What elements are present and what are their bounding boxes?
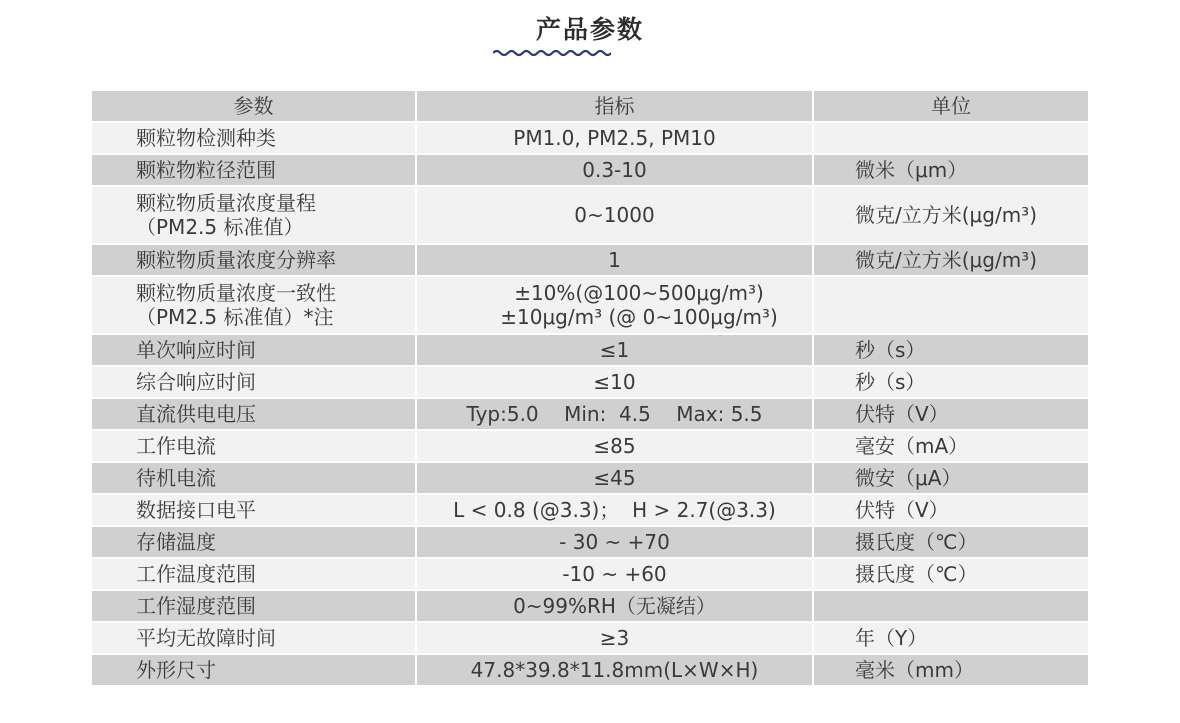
page-title: 产品参数 <box>535 15 644 44</box>
table-row <box>91 462 1089 494</box>
param-cell: 待机电流 <box>91 462 416 494</box>
param-line: （PM2.5 标准值） <box>136 215 304 239</box>
unit-cell: 年（Y） <box>813 622 1089 654</box>
table-row <box>91 154 1089 186</box>
table-row <box>91 558 1089 590</box>
param-cell <box>91 276 416 334</box>
title-underline-wave <box>493 48 611 58</box>
value-cell: 1 <box>416 244 813 276</box>
value-cell: PM1.0, PM2.5, PM10 <box>416 122 813 154</box>
value-cell: -10 ~ +60 <box>416 558 813 590</box>
header-param: 参数 <box>91 90 416 122</box>
param-line: 颗粒物质量浓度量程 <box>136 191 316 215</box>
value-cell: ≤1 <box>416 334 813 366</box>
unit-cell <box>813 590 1089 622</box>
value-cell: ≤10 <box>416 366 813 398</box>
unit-cell: 微安（μA） <box>813 462 1089 494</box>
unit-cell <box>813 122 1089 154</box>
param-line: （PM2.5 标准值）*注 <box>136 305 334 329</box>
table-row <box>91 622 1089 654</box>
unit-cell: 秒（s） <box>813 334 1089 366</box>
value-cell: ≤45 <box>416 462 813 494</box>
value-cell <box>416 276 813 334</box>
table-row <box>91 122 1089 154</box>
value-cell: L < 0.8 (@3.3)； H > 2.7(@3.3) <box>416 494 813 526</box>
header-value: 指标 <box>416 90 813 122</box>
param-cell: 工作温度范围 <box>91 558 416 590</box>
param-cell: 单次响应时间 <box>91 334 416 366</box>
param-cell: 工作电流 <box>91 430 416 462</box>
value-cell: - 30 ~ +70 <box>416 526 813 558</box>
table-row <box>91 398 1089 430</box>
param-cell: 直流供电电压 <box>91 398 416 430</box>
table-row <box>91 430 1089 462</box>
table-row <box>91 186 1089 244</box>
value-line: ±10%(@100~500μg/m³) <box>514 281 764 305</box>
table-row <box>91 276 1089 334</box>
unit-cell: 摄氏度（℃） <box>813 558 1089 590</box>
table-row <box>91 334 1089 366</box>
spec-table <box>90 89 1090 687</box>
table-row <box>91 654 1089 686</box>
table-header-row <box>91 90 1089 122</box>
value-cell: ≥3 <box>416 622 813 654</box>
header-unit: 单位 <box>813 90 1089 122</box>
param-cell: 平均无故障时间 <box>91 622 416 654</box>
table-row <box>91 494 1089 526</box>
value-cell: 47.8*39.8*11.8mm(L×W×H) <box>416 654 813 686</box>
param-cell: 颗粒物质量浓度分辨率 <box>91 244 416 276</box>
unit-cell: 微克/立方米(μg/m³) <box>813 244 1089 276</box>
param-cell: 外形尺寸 <box>91 654 416 686</box>
unit-cell: 伏特（V） <box>813 398 1089 430</box>
param-cell: 数据接口电平 <box>91 494 416 526</box>
value-cell: Typ:5.0 Min: 4.5 Max: 5.5 <box>416 398 813 430</box>
unit-cell: 微克/立方米(μg/m³) <box>813 186 1089 244</box>
param-cell: 存储温度 <box>91 526 416 558</box>
value-line: ±10μg/m³ (@ 0~100μg/m³) <box>500 305 778 329</box>
param-cell: 颗粒物粒径范围 <box>91 154 416 186</box>
param-cell <box>91 186 416 244</box>
table-row <box>91 366 1089 398</box>
value-cell: ≤85 <box>416 430 813 462</box>
value-cell: 0~99%RH（无凝结） <box>416 590 813 622</box>
unit-cell: 秒（s） <box>813 366 1089 398</box>
unit-cell <box>813 276 1089 334</box>
table-row <box>91 244 1089 276</box>
table-row <box>91 590 1089 622</box>
unit-cell: 微米（μm） <box>813 154 1089 186</box>
table-row <box>91 526 1089 558</box>
param-cell: 工作湿度范围 <box>91 590 416 622</box>
title-area <box>0 14 1180 46</box>
value-cell: 0.3-10 <box>416 154 813 186</box>
value-cell: 0~1000 <box>416 186 813 244</box>
param-cell: 颗粒物检测种类 <box>91 122 416 154</box>
unit-cell: 毫米（mm） <box>813 654 1089 686</box>
param-line: 颗粒物质量浓度一致性 <box>136 281 336 305</box>
unit-cell: 毫安（mA） <box>813 430 1089 462</box>
param-cell: 综合响应时间 <box>91 366 416 398</box>
unit-cell: 摄氏度（℃） <box>813 526 1089 558</box>
unit-cell: 伏特（V） <box>813 494 1089 526</box>
